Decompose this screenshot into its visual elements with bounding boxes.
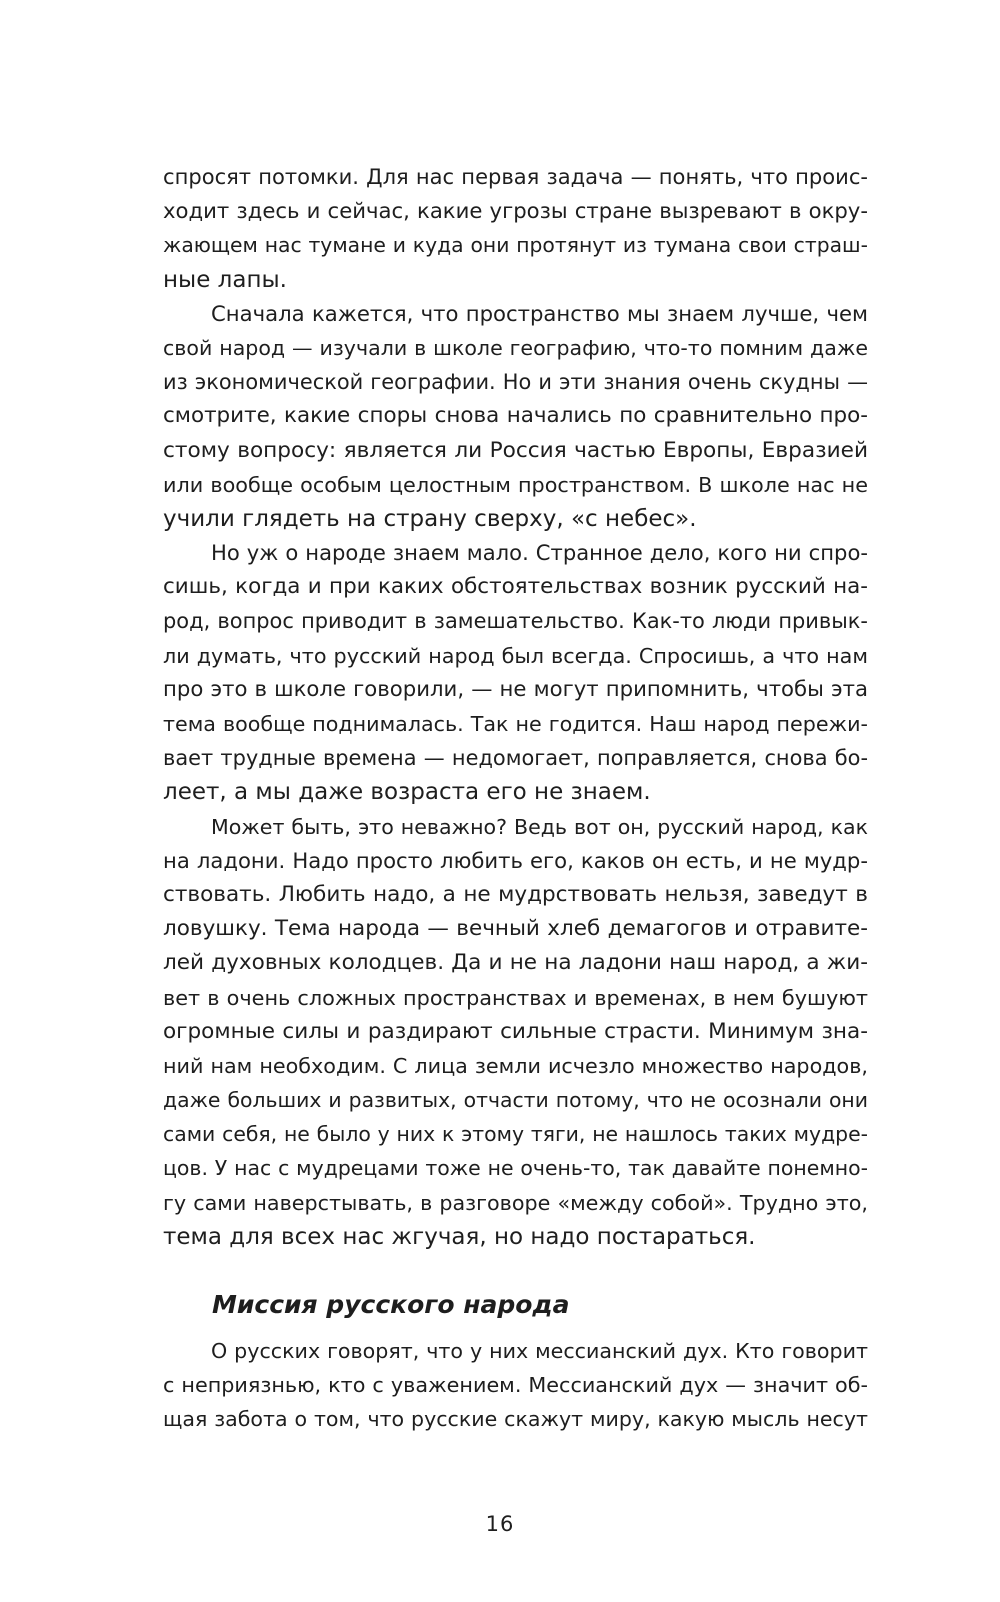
text-line: ные лапы.: [163, 266, 287, 293]
text-line: сами себя, не было у них к этому тяги, не нашлось таких мудре-: [163, 1122, 868, 1147]
text-line: стому вопросу: является ли Россия частью Европы, Евразией: [163, 437, 868, 463]
text-line: ствовать. Любить надо, а не мудрствовать нельзя, заведут в: [163, 881, 868, 907]
text-line: про это в школе говорили, — не могут припомнить, чтобы эта: [163, 676, 868, 702]
text-line: О русских говорят, что у них мессианский дух. Кто говорит: [211, 1339, 868, 1363]
text-line: гу сами наверстывать, в разговоре «между собой». Трудно это,: [163, 1190, 868, 1215]
text-line: огромные силы и раздирают сильные страсти. Минимум зна-: [163, 1018, 868, 1044]
text-line: жающем нас тумане и куда они протянут из тумана свои страш-: [163, 233, 868, 258]
text-line: Но уж о народе знаем мало. Странное дело, кого ни спро-: [211, 540, 868, 566]
text-line: Сначала кажется, что пространство мы знаем лучше, чем: [211, 300, 868, 326]
text-line: лей духовных колодцев. Да и не на ладони наш народ, а жи-: [163, 950, 868, 976]
text-line: ли думать, что русский народ был всегда. Спросишь, а что нам: [163, 643, 868, 668]
text-line: леет, а мы даже возраста его не знаем.: [163, 779, 651, 806]
text-line: род, вопрос приводит в замешательство. Как-то люди привык-: [163, 609, 868, 634]
text-line: спросят потомки. Для нас первая задача — понять, что проис-: [163, 164, 868, 189]
text-line: или вообще особым целостным пространством. В школе нас не: [163, 472, 868, 497]
text-line: тема вообще поднималась. Так не годится. Наш народ пережи-: [163, 712, 868, 736]
text-line: с неприязнью, кто с уважением. Мессианский дух — значит об-: [163, 1373, 868, 1398]
text-line: ходит здесь и сейчас, какие угрозы стране вызревают в окру-: [163, 198, 868, 224]
text-line: даже больших и развитых, отчасти потому, что не осознали они: [163, 1088, 868, 1113]
text-line: на ладони. Надо просто любить его, каков он есть, и не мудр-: [163, 847, 868, 873]
body-text-after-heading: [163, 1334, 868, 1437]
text-line: цов. У нас с мудрецами тоже не очень-то, так давайте понемно-: [163, 1156, 868, 1181]
text-line: из экономической географии. Но и эти знания очень скудны —: [163, 370, 868, 395]
text-line: щая забота о том, что русские скажут миру, какую мысль несут: [163, 1407, 868, 1432]
section-heading: Миссия русского народа: [212, 1290, 570, 1319]
text-line: Может быть, это неважно? Ведь вот он, русский народ, как: [211, 814, 868, 839]
text-line: вет в очень сложных пространствах и временах, в нем бушуют: [163, 985, 868, 1010]
page-number: 16: [485, 1512, 515, 1536]
text-line: ловушку. Тема народа — вечный хлеб демагогов и отравите-: [163, 916, 868, 942]
text-line: тема для всех нас жгучая, но надо постараться.: [163, 1223, 756, 1250]
body-text: [163, 160, 868, 1254]
text-line: ний нам необходим. С лица земли исчезло множество народов,: [163, 1053, 868, 1078]
text-line: смотрите, какие споры снова начались по сравнительно про-: [163, 403, 868, 429]
text-line: сишь, когда и при каких обстоятельствах возник русский на-: [163, 574, 868, 600]
text-line: учили глядеть на страну сверху, «с небес».: [163, 505, 697, 532]
text-line: свой народ — изучали в школе географию, что-то помним даже: [163, 335, 868, 360]
text-line: вает трудные времена — недомогает, поправляется, снова бо-: [163, 746, 868, 771]
